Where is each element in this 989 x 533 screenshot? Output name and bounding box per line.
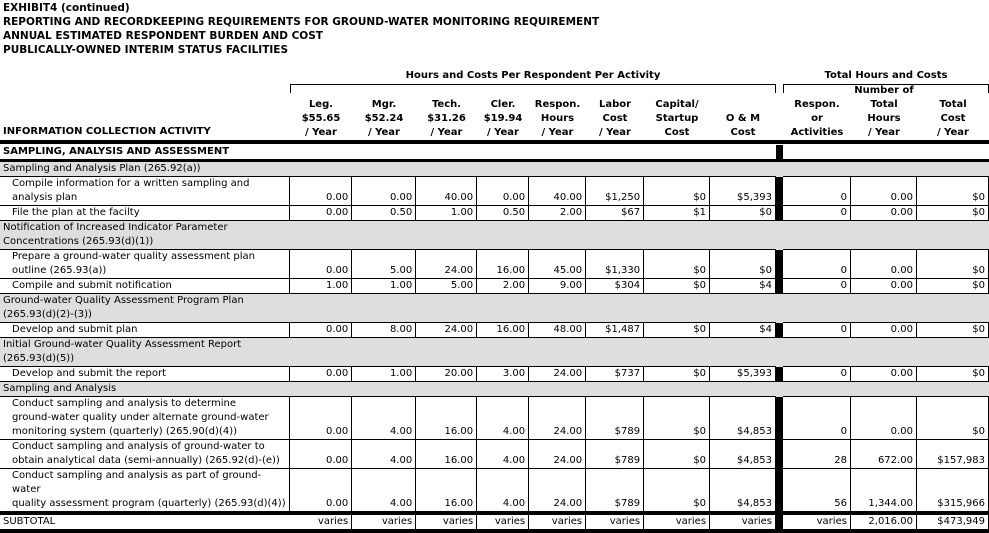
table-cell: 0.00 [290, 397, 352, 440]
group-tick [290, 84, 291, 93]
table-cell: $157,983 [916, 440, 988, 469]
table-cell: 0.50 [477, 206, 529, 221]
table-cell: 5.00 [416, 279, 477, 294]
table-cell: $4,853 [710, 469, 776, 514]
table-cell: $789 [586, 397, 644, 440]
table-cell: $0 [644, 397, 710, 440]
table-cell: 1,344.00 [850, 469, 916, 514]
table-cell: 16.00 [416, 469, 477, 514]
table-row [0, 177, 989, 206]
table-cell: 0 [783, 323, 851, 338]
table-cell: $0 [644, 250, 710, 279]
subtotal-cell: 2,016.00 [850, 513, 916, 531]
table-row [0, 279, 989, 294]
table-cell: 0 [783, 279, 851, 294]
subtotal-cell: varies [644, 513, 710, 531]
activity-label: Prepare a ground-water quality assessment plan outline (265.93(a)) [0, 250, 290, 279]
column-separator [776, 221, 783, 250]
table-cell: 8.00 [352, 323, 416, 338]
column-separator [776, 382, 783, 397]
table-cell: 48.00 [529, 323, 586, 338]
subsection-label: Notification of Increased Indicator Parameter Concentrations (265.93(d)(1)) [0, 221, 776, 250]
table-cell: $4,853 [710, 397, 776, 440]
table-cell: $737 [586, 367, 644, 382]
col-header-total-cost: Total Cost / Year [937, 99, 969, 138]
table-cell: 28 [783, 440, 851, 469]
table-cell: 24.00 [529, 469, 586, 514]
report-subtitle: ANNUAL ESTIMATED RESPONDENT BURDEN AND COST [3, 30, 323, 42]
subtotal-row [0, 513, 989, 531]
table-cell: 16.00 [477, 250, 529, 279]
subtotal-cell: varies [416, 513, 477, 531]
subtotal-cell: varies [477, 513, 529, 531]
table-cell: $4 [710, 279, 776, 294]
table-cell: 40.00 [416, 177, 477, 206]
subsection-label: Initial Ground-water Quality Assessment Report (265.93(d)(5)) [0, 338, 776, 367]
table-cell: 0.00 [850, 279, 916, 294]
subtotal-cell: $473,949 [916, 513, 988, 531]
table-cell: 0.00 [290, 250, 352, 279]
table-cell: $1,487 [586, 323, 644, 338]
table-cell: 0 [783, 177, 851, 206]
table-cell: 9.00 [529, 279, 586, 294]
table-cell: 0.00 [850, 177, 916, 206]
subtotal-cell: varies [783, 513, 851, 531]
table-cell: $0 [644, 177, 710, 206]
table-cell: 672.00 [850, 440, 916, 469]
table-cell: 16.00 [477, 323, 529, 338]
table-cell: 0.00 [290, 469, 352, 514]
section-title-spacer [783, 145, 989, 161]
table-cell: 1.00 [290, 279, 352, 294]
table-cell: $67 [586, 206, 644, 221]
subsection-label: Sampling and Analysis Plan (265.92(a)) [0, 161, 776, 177]
col-header-mgr: Mgr. $52.24 / Year [364, 99, 404, 138]
table-cell: 20.00 [416, 367, 477, 382]
table-cell: 16.00 [416, 440, 477, 469]
table-cell: 2.00 [529, 206, 586, 221]
table-cell: $4 [710, 323, 776, 338]
table-cell: $789 [586, 440, 644, 469]
table-cell: 0.00 [850, 206, 916, 221]
section-title: SAMPLING, ANALYSIS AND ASSESSMENT [0, 145, 776, 161]
table-cell: 3.00 [477, 367, 529, 382]
table-cell: 0.00 [290, 323, 352, 338]
column-separator [776, 177, 783, 206]
table-cell: $0 [916, 177, 988, 206]
subsection-row [0, 161, 989, 177]
col-header-respon-hours: Respon. Hours / Year [534, 99, 581, 138]
table-cell: $4,853 [710, 440, 776, 469]
table-cell: 16.00 [416, 397, 477, 440]
activity-label: Conduct sampling and analysis of ground-water to obtain analytical data (semi-annually) (265.92(d)-(e)) [0, 440, 290, 469]
table-cell: $0 [644, 323, 710, 338]
col-header-total-hours: Number of Total Hours / Year [854, 85, 914, 138]
table-cell: $0 [710, 250, 776, 279]
column-separator [776, 440, 783, 469]
table-cell: $0 [644, 469, 710, 514]
table-cell: $0 [916, 367, 988, 382]
table-cell: $789 [586, 469, 644, 514]
table-cell: 0.00 [290, 367, 352, 382]
table-cell: 0 [783, 250, 851, 279]
subsection-spacer [783, 221, 989, 250]
header-rule [0, 140, 989, 144]
column-separator [776, 338, 783, 367]
table-cell: 24.00 [529, 397, 586, 440]
column-separator [776, 206, 783, 221]
table-cell: $0 [644, 367, 710, 382]
table-cell: 0.00 [290, 440, 352, 469]
table-cell: 0 [783, 206, 851, 221]
table-cell: 24.00 [529, 367, 586, 382]
table-cell: 4.00 [352, 440, 416, 469]
group-rule-left [290, 84, 776, 85]
table-cell: 1.00 [352, 367, 416, 382]
activity-label: Conduct sampling and analysis as part of ground-water quality assessment program (quarterly) (265.93(d)(4)) [0, 469, 290, 514]
column-separator [776, 513, 783, 531]
table-row [0, 206, 989, 221]
table-cell: $0 [916, 206, 988, 221]
facility-type-title: PUBLICALLY-OWNED INTERIM STATUS FACILITIES [3, 44, 289, 56]
group-tick [775, 84, 776, 93]
table-cell: $5,393 [710, 177, 776, 206]
activity-label: Develop and submit the report [0, 367, 290, 382]
subtotal-cell: varies [352, 513, 416, 531]
subtotal-cell: varies [290, 513, 352, 531]
table-cell: $0 [916, 323, 988, 338]
table-cell: $1,250 [586, 177, 644, 206]
column-separator [776, 250, 783, 279]
col-header-labor-cost: Labor Cost / Year [598, 99, 632, 138]
subsection-spacer [783, 382, 989, 397]
table-cell: $0 [916, 279, 988, 294]
col-header-cler: Cler. $19.94 / Year [483, 99, 523, 138]
group-tick [783, 84, 784, 93]
subsection-spacer [783, 294, 989, 323]
column-separator [776, 323, 783, 338]
table-cell: $315,966 [916, 469, 988, 514]
table-cell: 0.00 [850, 397, 916, 440]
group-header-per-respondent: Hours and Costs Per Respondent Per Activity [405, 70, 661, 81]
table-cell: 24.00 [416, 250, 477, 279]
column-separator [776, 294, 783, 323]
col-header-tech: Tech. $31.26 / Year [427, 99, 466, 138]
section-header-row [0, 145, 989, 161]
table-cell: 1.00 [352, 279, 416, 294]
table-cell: 0.00 [352, 177, 416, 206]
table-row [0, 367, 989, 382]
activity-label: Conduct sampling and analysis to determine ground-water quality under alternate ground-water monitoring system (quarterly) (265.90(d)(4)) [0, 397, 290, 440]
col-header-om-cost: O & M Cost [725, 113, 761, 138]
table-row [0, 469, 989, 514]
activity-column-header: INFORMATION COLLECTION ACTIVITY [3, 126, 211, 137]
table-row [0, 323, 989, 338]
subsection-spacer [783, 338, 989, 367]
table-cell: $304 [586, 279, 644, 294]
table-cell: $0 [916, 250, 988, 279]
activity-label: File the plan at the facilty [0, 206, 290, 221]
activity-label: Develop and submit plan [0, 323, 290, 338]
table-cell: $0 [644, 279, 710, 294]
subtotal-cell: varies [710, 513, 776, 531]
activity-label: Compile and submit notification [0, 279, 290, 294]
table-cell: 5.00 [352, 250, 416, 279]
col-header-capital-cost: Capital/ Startup Cost [655, 99, 699, 138]
table-cell: $0 [916, 397, 988, 440]
burden-table [0, 145, 989, 533]
subtotal-cell: varies [529, 513, 586, 531]
table-cell: 0.00 [850, 367, 916, 382]
table-cell: 0.00 [850, 323, 916, 338]
table-cell: 4.00 [352, 397, 416, 440]
table-cell: 1.00 [416, 206, 477, 221]
subsection-row [0, 294, 989, 323]
table-row [0, 250, 989, 279]
table-cell: 0.00 [850, 250, 916, 279]
column-separator [776, 145, 783, 161]
table-cell: 40.00 [529, 177, 586, 206]
table-cell: $0 [710, 206, 776, 221]
subsection-spacer [783, 161, 989, 177]
table-cell: 4.00 [477, 440, 529, 469]
subsection-row [0, 338, 989, 367]
table-cell: 45.00 [529, 250, 586, 279]
table-cell: 0.00 [477, 177, 529, 206]
table-cell: 0 [783, 367, 851, 382]
col-header-respondents: Respon. or Activities [790, 99, 844, 138]
table-cell: $1,330 [586, 250, 644, 279]
table-cell: 0.50 [352, 206, 416, 221]
column-separator [776, 367, 783, 382]
subtotal-cell: varies [586, 513, 644, 531]
table-cell: 24.00 [529, 440, 586, 469]
table-cell: 0.00 [290, 177, 352, 206]
exhibit-title: EXHIBIT4 (continued) [3, 2, 130, 14]
report-title: REPORTING AND RECORDKEEPING REQUIREMENTS FOR GROUND-WATER MONITORING REQUIREMENT [3, 16, 600, 28]
subsection-label: Sampling and Analysis [0, 382, 776, 397]
table-cell: $0 [644, 440, 710, 469]
table-cell: 2.00 [477, 279, 529, 294]
column-separator [776, 161, 783, 177]
table-cell: 0.00 [290, 206, 352, 221]
subsection-row [0, 382, 989, 397]
subsection-label: Ground-water Quality Assessment Program Plan (265.93(d)(2)-(3)) [0, 294, 776, 323]
table-cell: 0 [783, 397, 851, 440]
table-row [0, 440, 989, 469]
subsection-row [0, 221, 989, 250]
table-cell: $1 [644, 206, 710, 221]
table-cell: $5,393 [710, 367, 776, 382]
subtotal-label: SUBTOTAL [0, 513, 290, 531]
table-cell: 56 [783, 469, 851, 514]
table-cell: 4.00 [352, 469, 416, 514]
table-cell: 4.00 [477, 469, 529, 514]
table-row [0, 397, 989, 440]
table-cell: 4.00 [477, 397, 529, 440]
column-separator [776, 397, 783, 440]
table-cell: 24.00 [416, 323, 477, 338]
col-header-leg: Leg. $55.65 / Year [301, 99, 341, 138]
activity-label: Compile information for a written sampling and analysis plan [0, 177, 290, 206]
group-header-total: Total Hours and Costs [824, 70, 948, 81]
column-separator [776, 469, 783, 514]
column-separator [776, 279, 783, 294]
